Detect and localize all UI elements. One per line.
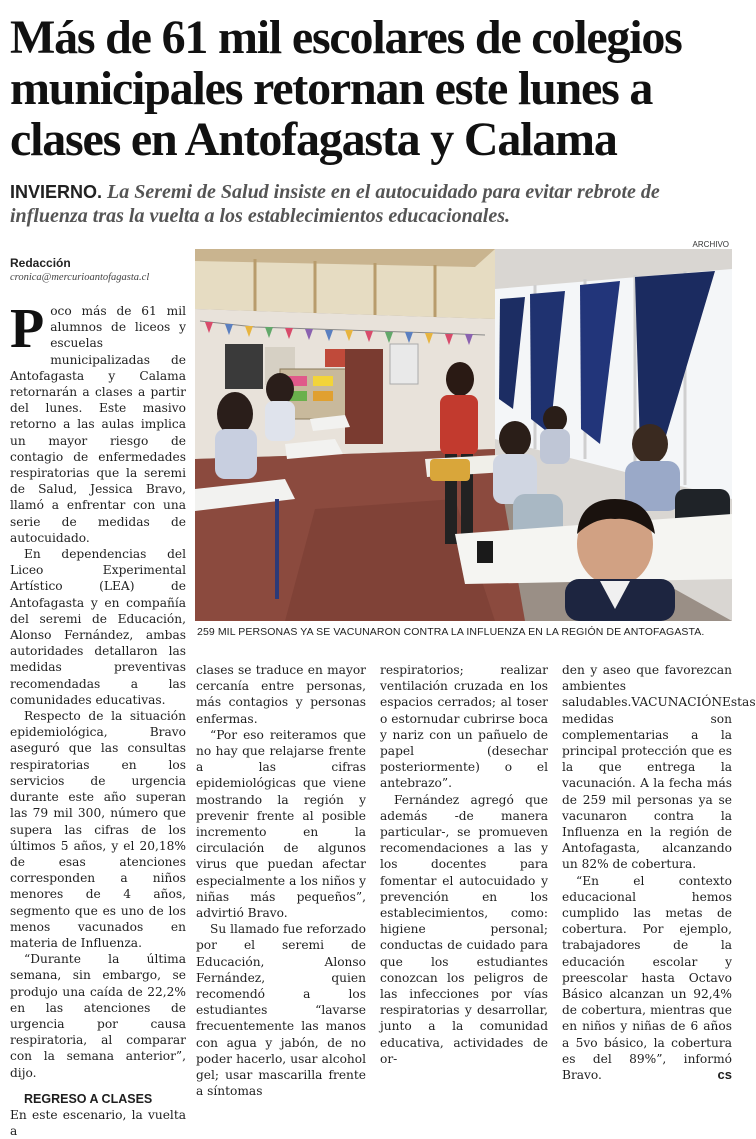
photo-credit: ARCHIVO bbox=[692, 240, 729, 249]
byline bbox=[10, 256, 190, 283]
paragraph-5: En este escenario, la vuelta a bbox=[10, 1107, 186, 1139]
photo-caption: 259 MIL PERSONAS YA SE VACUNARON CONTRA LA INFLUENZA EN LA REGIÓN DE ANTOFAGASTA. bbox=[197, 626, 705, 638]
subhead-regreso: REGRESO A CLASES bbox=[24, 1091, 153, 1106]
paragraph-6: clases se traduce en mayor cercanía entre personas, más contagios y personas enfermas. bbox=[196, 663, 366, 726]
paragraph-7: “Por eso reiteramos que no hay que relajarse frente a las cifras epidemiológicas que viene mostrando la región y prevenir frente al posible incremento en la circulación de algunos virus que puedan afectar especialmente a los niños y niñas más pequeños”, advirtió Bravo. bbox=[196, 727, 366, 921]
paragraph-10: Fernández agregó que además -de manera particular-, se promueven recomendaciones a las y los docentes para fomentar el autocuidado y prevención en los establecimientos, como: higiene personal; conductas de cuidado para que los estudiantes conozcan los peligros de las infecciones por vías respiratorias y desarrollar, junto a la comunidad educativa, actividades de or- bbox=[380, 792, 548, 1066]
paragraph-2: En dependencias del Liceo Experimental Artístico (LEA) de Antofagasta y en compañía del seremi de Educación, Alonso Fernández, ambas autoridades detallaron las medidas preventivas recomendadas a las comunidades educativas. bbox=[10, 547, 186, 707]
paragraph-3: Respecto de la situación epidemiológica, Bravo aseguró que las consultas respiratorias en los servicios de urgencia durante este año superan las 79 mil 300, número que supera las cifras de los últimos 5 años, y el 20,18% de esas atenciones corresponden a niños menores de 4 años, segmento que es uno de los menos vacunados en materia de Influenza. bbox=[10, 709, 186, 950]
deck bbox=[10, 180, 730, 228]
article-column-4 bbox=[562, 662, 756, 1083]
article-column-3 bbox=[380, 662, 548, 1067]
headline: Más de 61 mil escolares de colegios municipales retornan este lunes a clases en Antofagasta y Calama bbox=[10, 11, 682, 166]
deck-kicker: INVIERNO. bbox=[10, 182, 103, 202]
paragraph-12 bbox=[562, 873, 732, 1084]
paragraph-11: den y aseo que favorezcan ambientes saludables.VACUNACIÓNEstas medidas son complementarias a la principal protección que es la que entrega la vacunación. A la fecha más de 259 mil personas ya se vacunaron contra la Influenza en la región de Antofagasta, alcanzando un 82% de cobertura. bbox=[562, 663, 756, 872]
byline-name: Redacción bbox=[10, 256, 71, 270]
paragraph-8: Su llamado fue reforzado por el seremi de Educación, Alonso Fernández, quien recomendó a los estudiantes “lavarse frecuentemente las manos con agua y jabón, de no poder hacerlo, usar alcohol gel; usar mascarilla frente a síntomas bbox=[196, 922, 366, 1099]
dropcap: P bbox=[10, 298, 45, 360]
paragraph-4: “Durante la última semana, sin embargo, se produjo una caída de 22,2% en las atenciones de urgencia por causa respiratoria, al comparar con la semana anterior”, dijo. bbox=[10, 952, 186, 1080]
deck-text: La Seremi de Salud insiste en el autocuidado para evitar rebrote de influenza tras la vuelta a los establecimientos educacionales. bbox=[10, 181, 660, 227]
paragraph-12-text: “En el contexto educacional hemos cumplido las metas de cobertura. Por ejemplo, trabajadores de la educación escolar y preescolar hasta Octavo Básico alcanzan un 92,4% de cobertura, mientras que en niños y niñas de 6 años a 5vo básico, la cobertura es del 89%”, informó Bravo. bbox=[562, 873, 732, 1083]
paragraph-1 bbox=[10, 298, 186, 546]
end-mark: cs bbox=[717, 1067, 732, 1083]
paragraph-9: respiratorios; realizar ventilación cruzada en los espacios cerrados; al toser o estornudar cubrirse boca y nariz con un pañuelo de papel (desechar posteriormente) o el antebrazo”. bbox=[380, 663, 548, 791]
classroom-illustration bbox=[195, 249, 732, 621]
classroom-photo bbox=[195, 249, 732, 621]
article-column-2 bbox=[196, 662, 366, 1099]
byline-email: cronica@mercurioantofagasta.cl bbox=[10, 272, 150, 283]
article-column-1 bbox=[10, 298, 186, 1139]
paragraph-1-text: oco más de 61 mil alumnos de liceos y escuelas municipalizadas de Antofagasta y Calama retornarán a clases a partir del lunes. Este masivo retorno a las aulas implica un mayor riesgo de contagio de enfermedades respiratorias que la seremi de Salud, Jessica Bravo, llamó a enfrentar con una serie de medidas de autocuidado. bbox=[10, 304, 186, 545]
